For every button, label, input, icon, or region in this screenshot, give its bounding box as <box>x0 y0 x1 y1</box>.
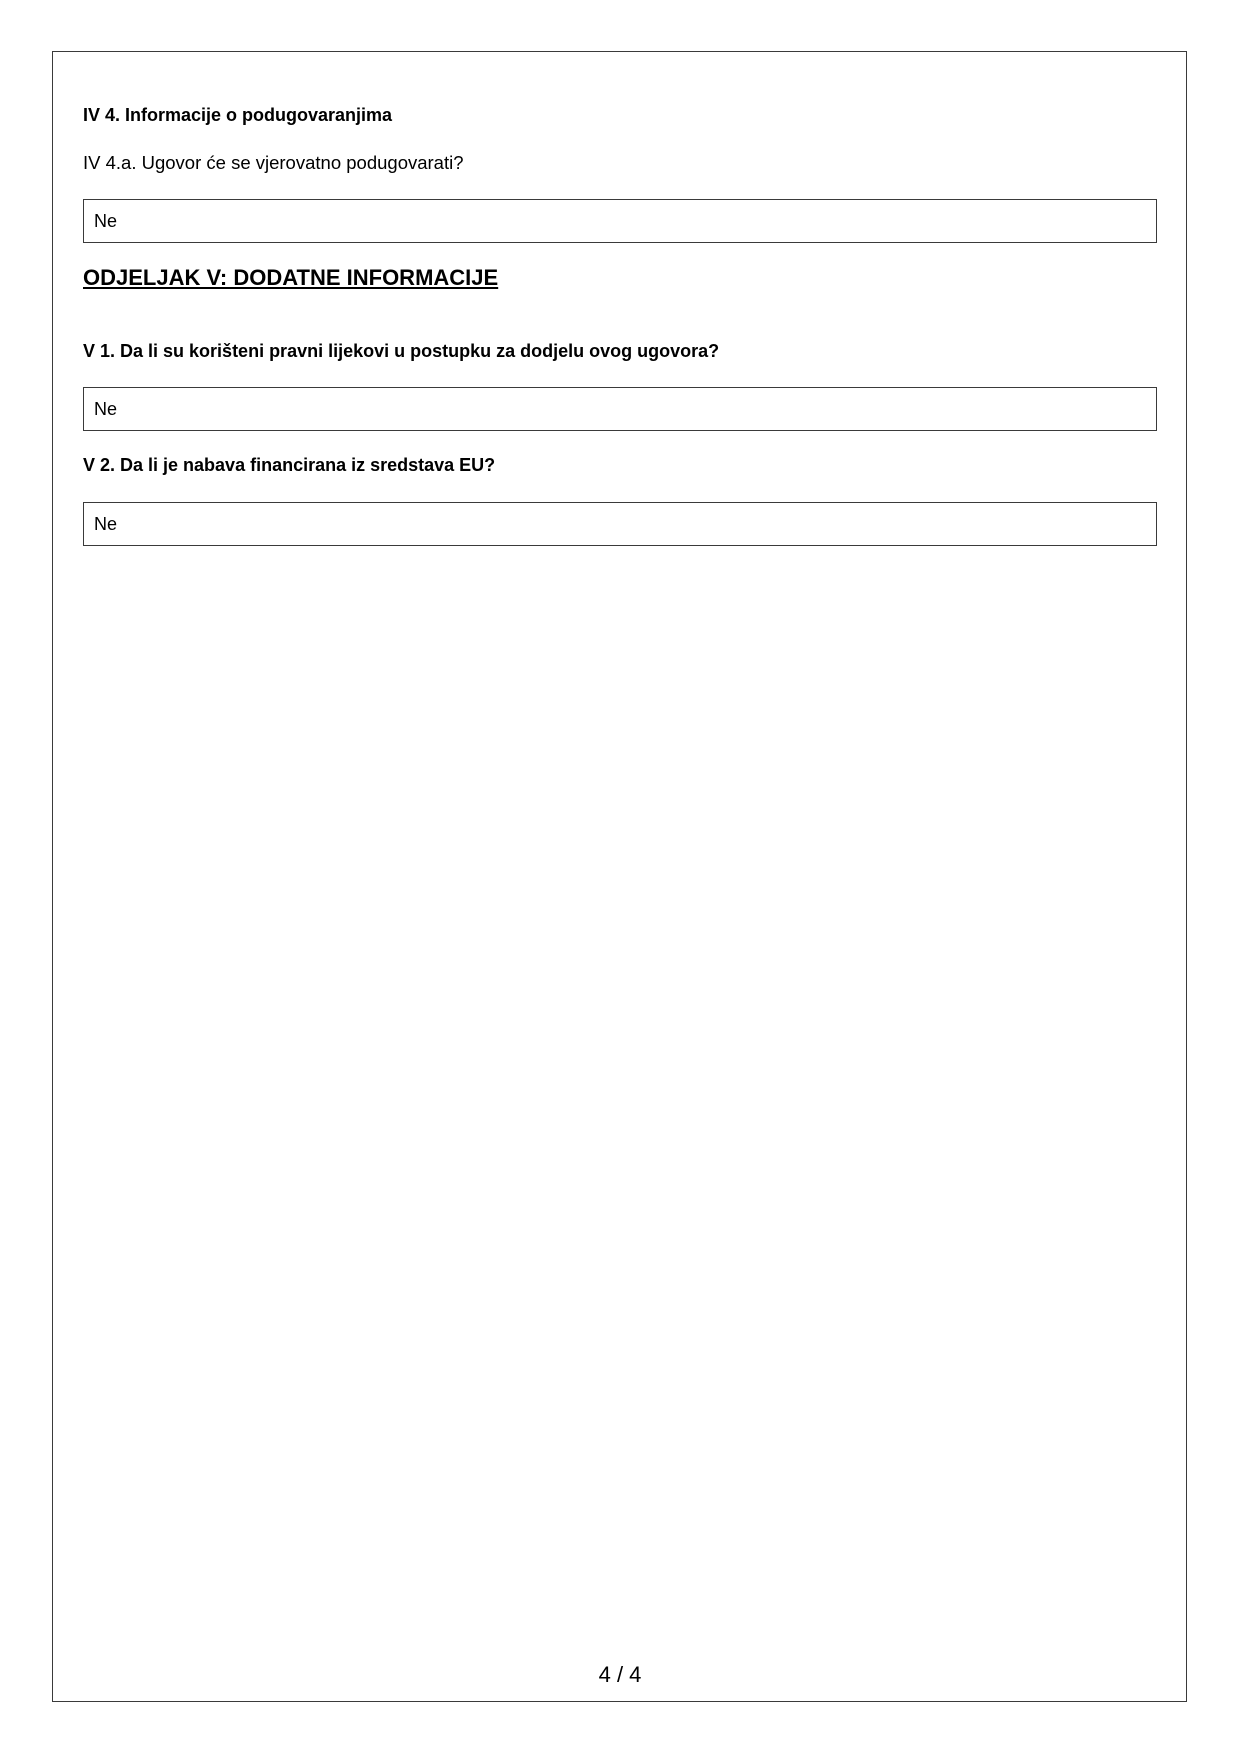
page-number: 4 / 4 <box>598 1662 642 1687</box>
answer-box-v2 <box>83 502 1157 546</box>
answer-value-v2: Ne <box>94 513 118 534</box>
answer-value-iv4a: Ne <box>94 210 118 231</box>
answer-value-v1: Ne <box>94 398 118 419</box>
section-heading-v: ODJELJAK V: DODATNE INFORMACIJE <box>83 265 499 290</box>
question-v1: V 1. Da li su korišteni pravni lijekovi u postupku za dodjelu ovog ugovora? <box>83 341 720 361</box>
page-frame <box>52 51 1187 1702</box>
answer-box-v1 <box>83 387 1157 431</box>
question-iv4a: IV 4.a. Ugovor će se vjerovatno podugovarati? <box>83 152 464 173</box>
subsection-title-iv4: IV 4. Informacije o podugovaranjima <box>83 105 393 125</box>
question-v2: V 2. Da li je nabava financirana iz sredstava EU? <box>83 455 496 475</box>
answer-box-iv4a <box>83 199 1157 243</box>
